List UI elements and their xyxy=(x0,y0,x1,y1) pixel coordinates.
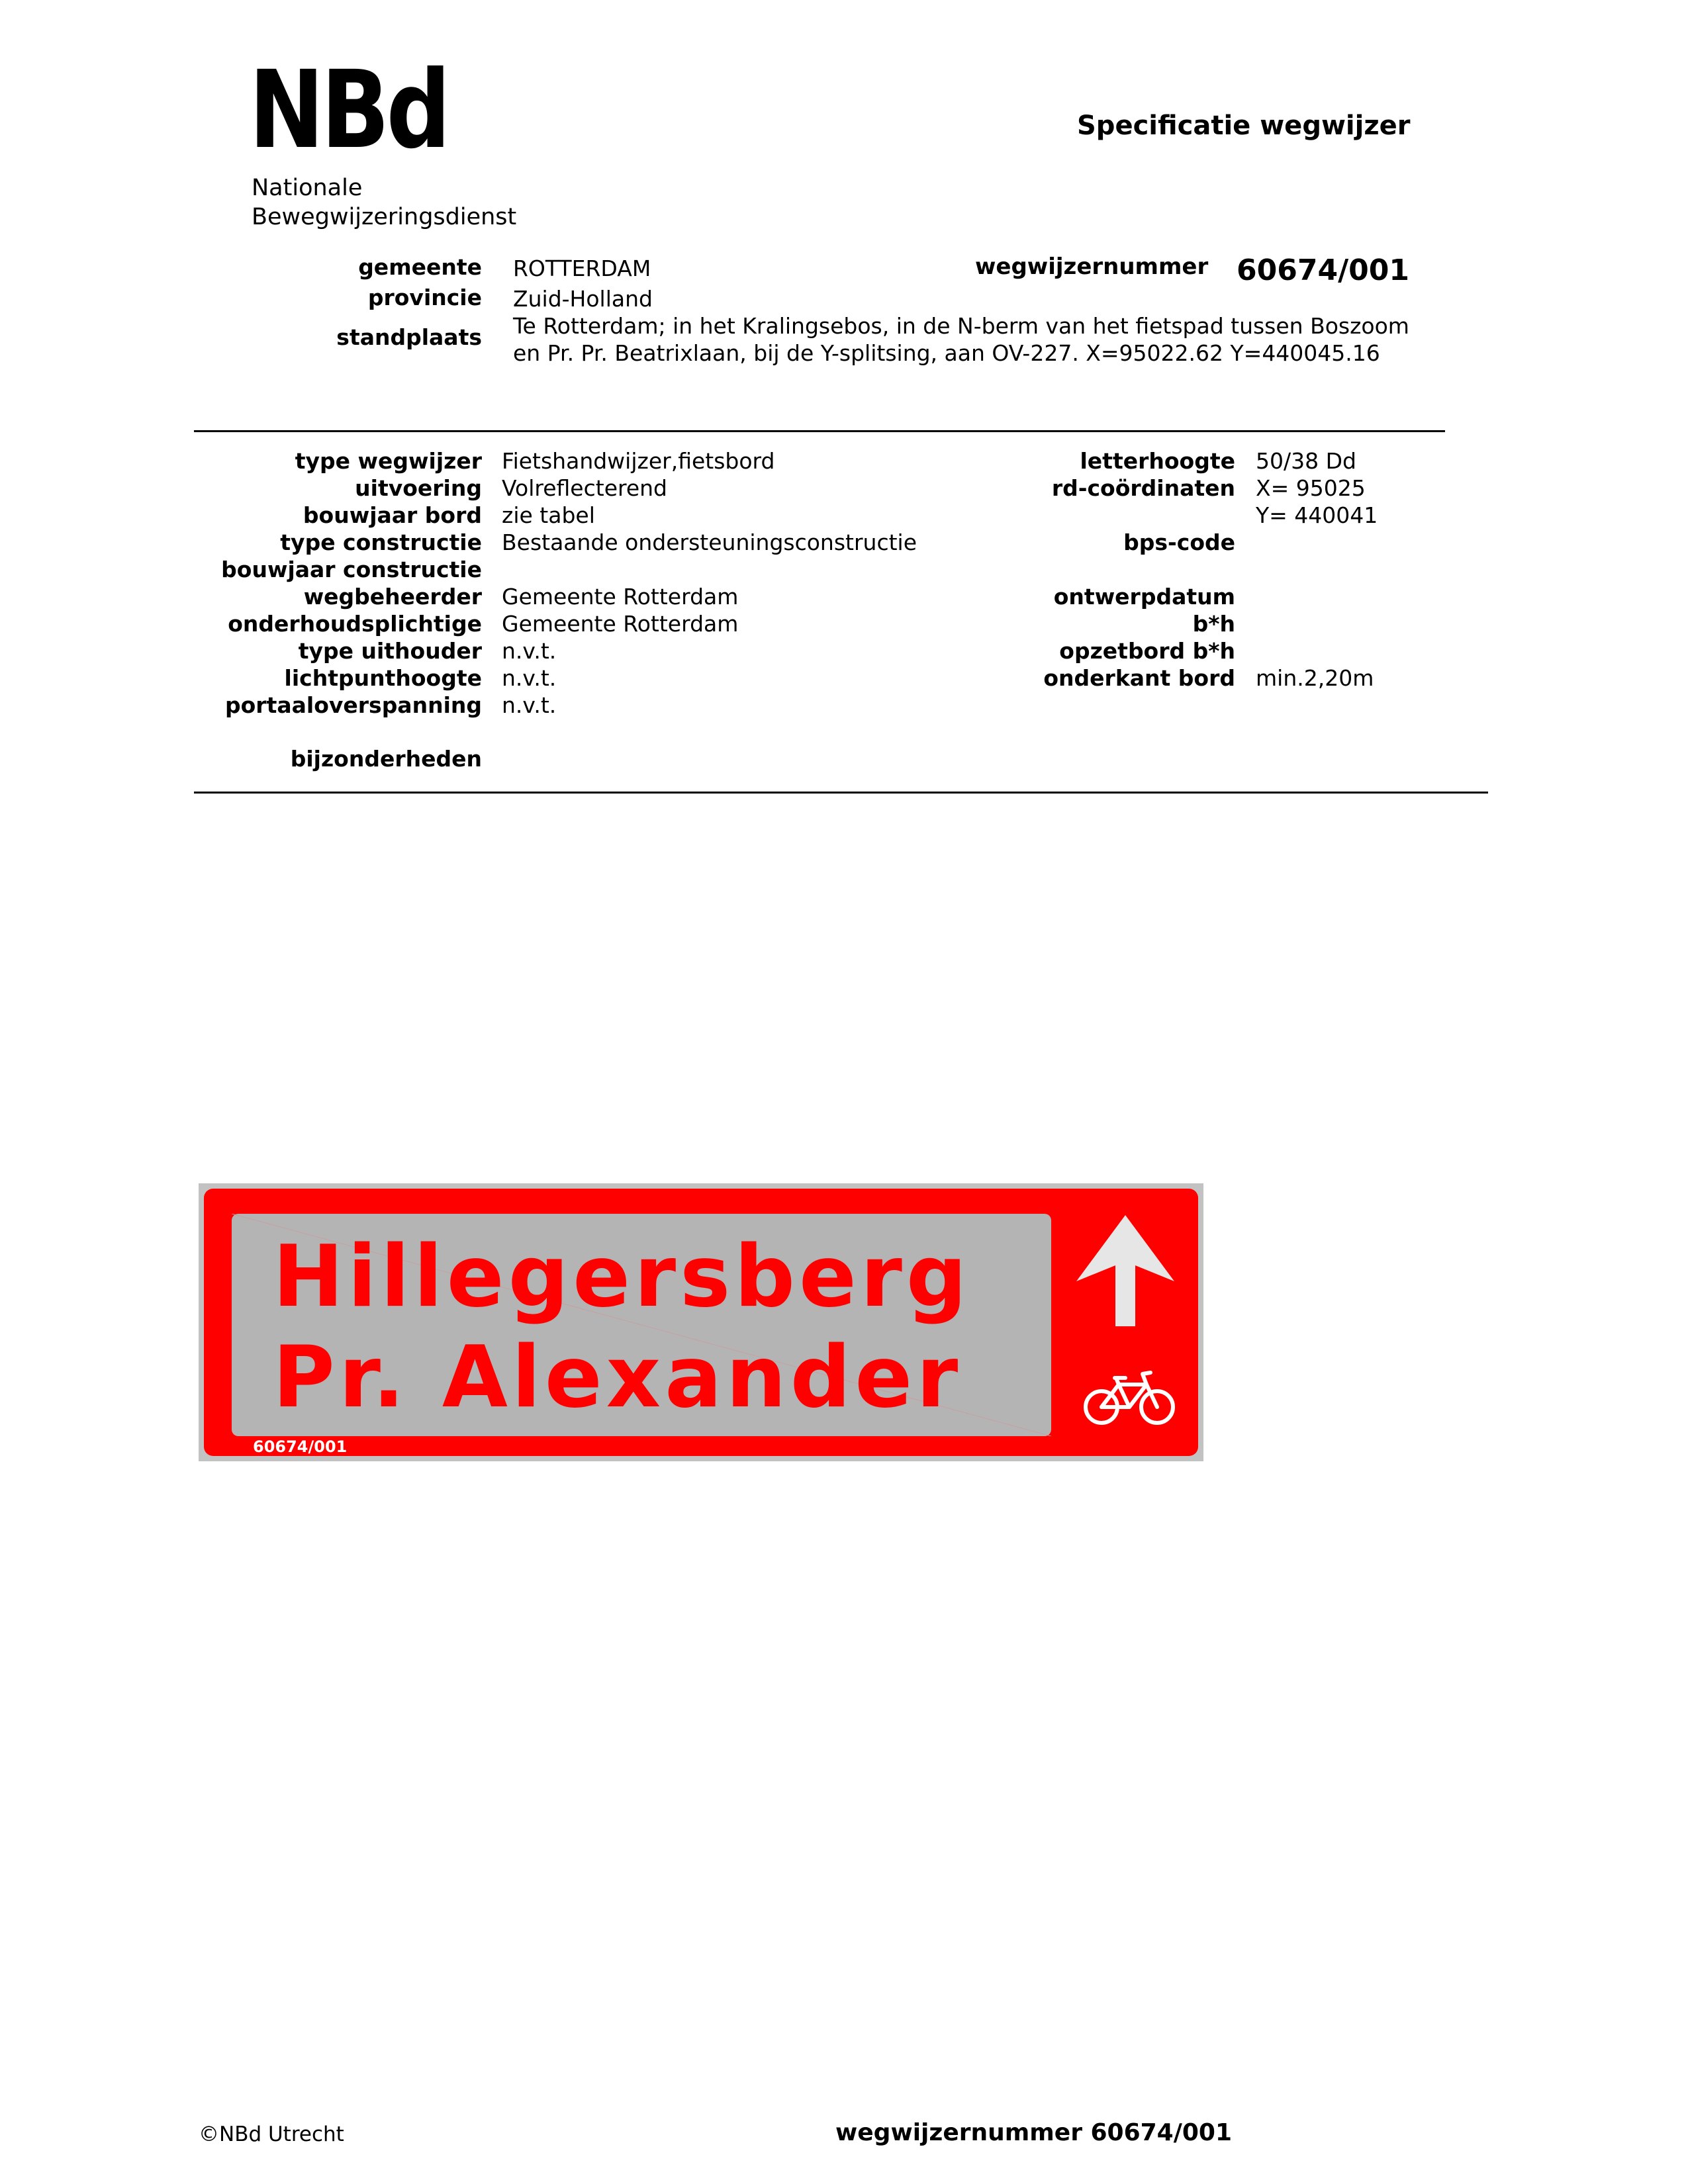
standplaats-line-2: en Pr. Pr. Beatrixlaan, bij de Y-splitsing, aan OV-227. X=95022.62 Y=440045.16 xyxy=(513,340,1380,366)
wegwijzernummer-label: wegwijzernummer xyxy=(975,253,1209,280)
prop-label: type uithouder xyxy=(298,638,482,664)
prop-label: onderhoudsplichtige xyxy=(228,611,482,637)
sign-text-panel xyxy=(232,1214,1051,1436)
prop-label: bouwjaar bord xyxy=(303,502,482,528)
prop-label: bouwjaar constructie xyxy=(221,557,482,582)
prop-value: Gemeente Rotterdam xyxy=(502,584,739,610)
logo-line-1: Nationale xyxy=(252,175,363,201)
prop-value: Bestaande ondersteuningsconstructie xyxy=(502,529,917,555)
prop-label: letterhoogte xyxy=(1080,448,1235,474)
prop-label: bps-code xyxy=(1123,529,1235,555)
sign-destination-2: Pr. Alexander xyxy=(273,1328,962,1427)
document-title: Specificatie wegwijzer xyxy=(1077,111,1411,141)
sign-code: 60674/001 xyxy=(253,1437,348,1456)
provincie-value: Zuid-Holland xyxy=(513,286,653,312)
prop-label: ontwerpdatum xyxy=(1053,584,1235,610)
sign-image xyxy=(199,1183,1203,1461)
logo-line-2: Bewegwijzeringsdienst xyxy=(252,204,517,230)
prop-value: Y= 440041 xyxy=(1256,502,1378,528)
divider-bottom xyxy=(194,792,1488,794)
gemeente-label: gemeente xyxy=(358,254,482,280)
prop-label: portaaloverspanning xyxy=(225,692,482,718)
prop-value: Fietshandwijzer,fietsbord xyxy=(502,448,775,474)
prop-value: n.v.t. xyxy=(502,638,557,664)
provincie-label: provincie xyxy=(367,285,482,310)
prop-label: type wegwijzer xyxy=(295,448,482,474)
prop-label: onderkant bord xyxy=(1043,665,1235,691)
arrow-up-icon xyxy=(1072,1212,1178,1329)
prop-value: Gemeente Rotterdam xyxy=(502,611,739,637)
prop-label: lichtpunthoogte xyxy=(284,665,482,691)
footer-copyright: ©NBd Utrecht xyxy=(199,2122,344,2146)
prop-label: uitvoering xyxy=(355,475,482,501)
sign-destination-1: Hillegersberg xyxy=(273,1228,971,1326)
sign-background xyxy=(204,1189,1198,1456)
standplaats-label: standplaats xyxy=(336,324,482,350)
prop-label: bijzonderheden xyxy=(290,746,482,772)
gemeente-value: ROTTERDAM xyxy=(513,255,651,281)
prop-label: type constructie xyxy=(280,529,482,555)
prop-value: n.v.t. xyxy=(502,692,557,718)
prop-value: zie tabel xyxy=(502,502,595,528)
divider-top xyxy=(194,430,1445,432)
prop-value: X= 95025 xyxy=(1256,475,1366,501)
wegwijzernummer-value: 60674/001 xyxy=(1237,253,1409,287)
prop-label: opzetbord b*h xyxy=(1059,638,1235,664)
prop-label: rd-coördinaten xyxy=(1051,475,1235,501)
footer-wegwijzernummer: wegwijzernummer 60674/001 xyxy=(835,2119,1233,2146)
standplaats-line-1: Te Rotterdam; in het Kralingsebos, in de N-berm van het fietspad tussen Boszoom xyxy=(513,313,1409,339)
prop-value: 50/38 Dd xyxy=(1256,448,1356,474)
prop-value: Volreflecterend xyxy=(502,475,667,501)
prop-value: min.2,20m xyxy=(1256,665,1374,691)
nbd-logo: NBd xyxy=(249,48,447,173)
bicycle-icon xyxy=(1082,1366,1177,1427)
prop-label: b*h xyxy=(1192,611,1235,637)
prop-label: wegbeheerder xyxy=(303,584,482,610)
prop-value: n.v.t. xyxy=(502,665,557,691)
